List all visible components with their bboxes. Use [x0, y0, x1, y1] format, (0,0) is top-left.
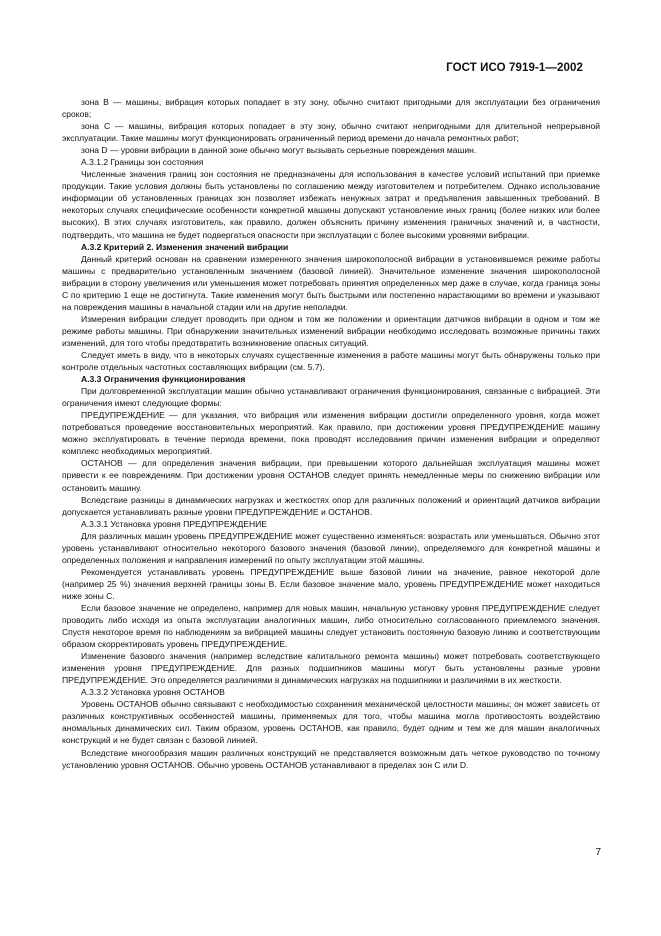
subsection-heading-a3-3-2: А.3.3.2 Установка уровня ОСТАНОВ [81, 687, 225, 698]
paragraph-zone-boundaries: Численные значения границ зон состояния не предназначены для использования в качестве условий испытаний при приемке продукции. Такие условия должны быть установлены по соглашению между изготовителем и потребителем. Однако использование информации об установленных границах зон позволяет избежать ненужных затрат и предъявления завышенных требований. В некоторых случаях специфические особенности конкретной машины допускают установление иных границ (более низких или более высоких). В этих случаях изготовитель, как правило, должен объяснить причину изменения граничных значений и, в частности, подтвердить, что машина не будет подвергаться опасности при эксплуатации с более высокими уровнями вибрации. [62, 169, 600, 240]
paragraph-alert-new-machines: Если базовое значение не определено, например для новых машин, начальную установку уровня ПРЕДУПРЕЖДЕНИЕ следует проводить либо исходя из опыта эксплуатации аналогичных машин, либо относительно согласованного приемлемого значения. Спустя некоторое время по наблюдениям за вибрацией машины следует установить постоянную базовую линию и соответствующим образом скорректировать уровень ПРЕДУПРЕЖДЕНИЕ. [62, 602, 600, 650]
paragraph-frequency-components: Следует иметь в виду, что в некоторых случаях существенные изменения в работе машины могут быть обнаружены только при контроле отдельных частотных составляющих вибрации (см. 5.7). [62, 349, 600, 373]
paragraph-alert-definition: ПРЕДУПРЕЖДЕНИЕ — для указания, что вибрация или изменения вибрации достигли определенного уровня, когда может потребоваться проведение восстановительных мероприятий. Как правило, при достижении уровня ПРЕДУПРЕЖДЕНИЕ машину можно эксплуатировать в течение периода времени, пока проводят исследования причин изменения вибрации и определяют комплекс необходимых мероприятий. [62, 410, 600, 457]
document-body [62, 96, 600, 771]
paragraph-zone-d: зона D — уровни вибрации в данной зоне обычно могут вызывать серьезные повреждения машин. [81, 145, 477, 156]
paragraph-trip-definition: ОСТАНОВ — для определения значения вибрации, при превышении которого дальнейшая эксплуатация машины может привести к ее повреждениям. При достижении уровня ОСТАНОВ следует принять немедленные меры по снижению вибрации или остановить машину. [62, 458, 600, 493]
paragraph-trip-level: Уровень ОСТАНОВ обычно связывают с необходимостью сохранения механической целостности машины; он может зависеть от различных конструктивных особенностей машины, применяемых для того, чтобы машина могла противостоять воздействию аномальных динамических сил. Таким образом, уровень ОСТАНОВ, как правило, будет одним и тем же для машин аналогичных конструкций и не будет связан с базовой линией. [62, 699, 600, 746]
paragraph-zone-c: зона С — машины, вибрация которых попадает в эту зону, обычно считают непригодными для длительной непрерывной эксплуатации. Такие машины могут функционировать ограниченный период времени до начала ремонтных работ; [62, 121, 600, 144]
section-heading-a3-2: А.3.2 Критерий 2. Изменения значений вибрации [81, 241, 289, 252]
paragraph-measurement-conditions: Измерения вибрации следует проводить при одном и том же положении и ориентации датчиков вибрации в одном и том же режиме работы машины. При обнаружении значительных изменений вибрации необходимо исследовать возможные причины таких изменений, для того чтобы предотвратить возникновение опасных ситуаций. [62, 313, 600, 348]
paragraph-baseline-change: Изменение базового значения (например вследствие капитального ремонта машины) может потребовать соответствующего изменения уровня ПРЕДУПРЕЖДЕНИЕ. Для разных подшипников машины могут быть установлены разные уровни ПРЕДУПРЕЖДЕНИЕ. Это определяется различиями в динамических нагрузках на подшипники и различиями в их жесткости. [62, 651, 600, 686]
section-heading-a3-3: А.3.3 Ограничения функционирования [81, 374, 246, 385]
document-header: ГОСТ ИСО 7919-1—2002 [446, 62, 583, 74]
paragraph-alert-variation: Для различных машин уровень ПРЕДУПРЕЖДЕНИЕ может существенно изменяться: возрастать или уменьшаться. Обычно этот уровень устанавливают относительно некоторого базового значения (базовой линии), определяемого для конкретной машины и определенных положения и направления измерений по опыту эксплуатации этой машины. [62, 530, 600, 565]
paragraph-trip-guidance: Вследствие многообразия машин различных конструкций не представляется возможным дать четкое руководство по точному установлению уровня ОСТАНОВ. Обычно уровень ОСТАНОВ устанавливают в пределах зон С или D. [62, 747, 600, 770]
paragraph-different-levels: Вследствие разницы в динамических нагрузках и жесткостях опор для различных положений и ориентаций датчиков вибрации допускается устанавливать разные уровни ПРЕДУПРЕЖДЕНИЕ и ОСТАНОВ. [62, 494, 600, 517]
subsection-heading-a3-3-1: А.3.3.1 Установка уровня ПРЕДУПРЕЖДЕНИЕ [81, 518, 267, 529]
paragraph-zone-b: зона В — машины, вибрация которых попадает в эту зону, обычно считают пригодными для эксплуатации без ограничения сроков; [62, 97, 600, 120]
paragraph-criterion-2: Данный критерий основан на сравнении измеренного значения широкополосной вибрации в установившемся режиме работы машины с предварительно установленным значением (базовой линией). Значительное изменение значения широкополосной вибрации в сторону увеличения или уменьшения может потребовать принятия определенных мер даже в случае, когда граница зоны С по критерию 1 еще не достигнута. Такие изменения могут быть быстрыми или постепенно нарастающими во времени и указывают на повреждения машины в начальной стадии или на другие неполадки. [62, 253, 600, 312]
paragraph-alert-recommendation: Рекомендуется устанавливать уровень ПРЕДУПРЕЖДЕНИЕ выше базовой линии на значение, равное некоторой доле (например 25 %) значения верхней границы зоны В. Если базовое значение мало, уровень ПРЕДУПРЕЖДЕНИЕ может находиться ниже зоны С. [62, 566, 600, 601]
page-number: 7 [595, 847, 601, 858]
paragraph-operational-limits: При долговременной эксплуатации машин обычно устанавливают ограничения функционирования, связанные с вибрацией. Эти ограничения имеют следующие формы: [62, 386, 600, 409]
subsection-heading-a3-1-2: А.3.1.2 Границы зон состояния [81, 157, 204, 168]
